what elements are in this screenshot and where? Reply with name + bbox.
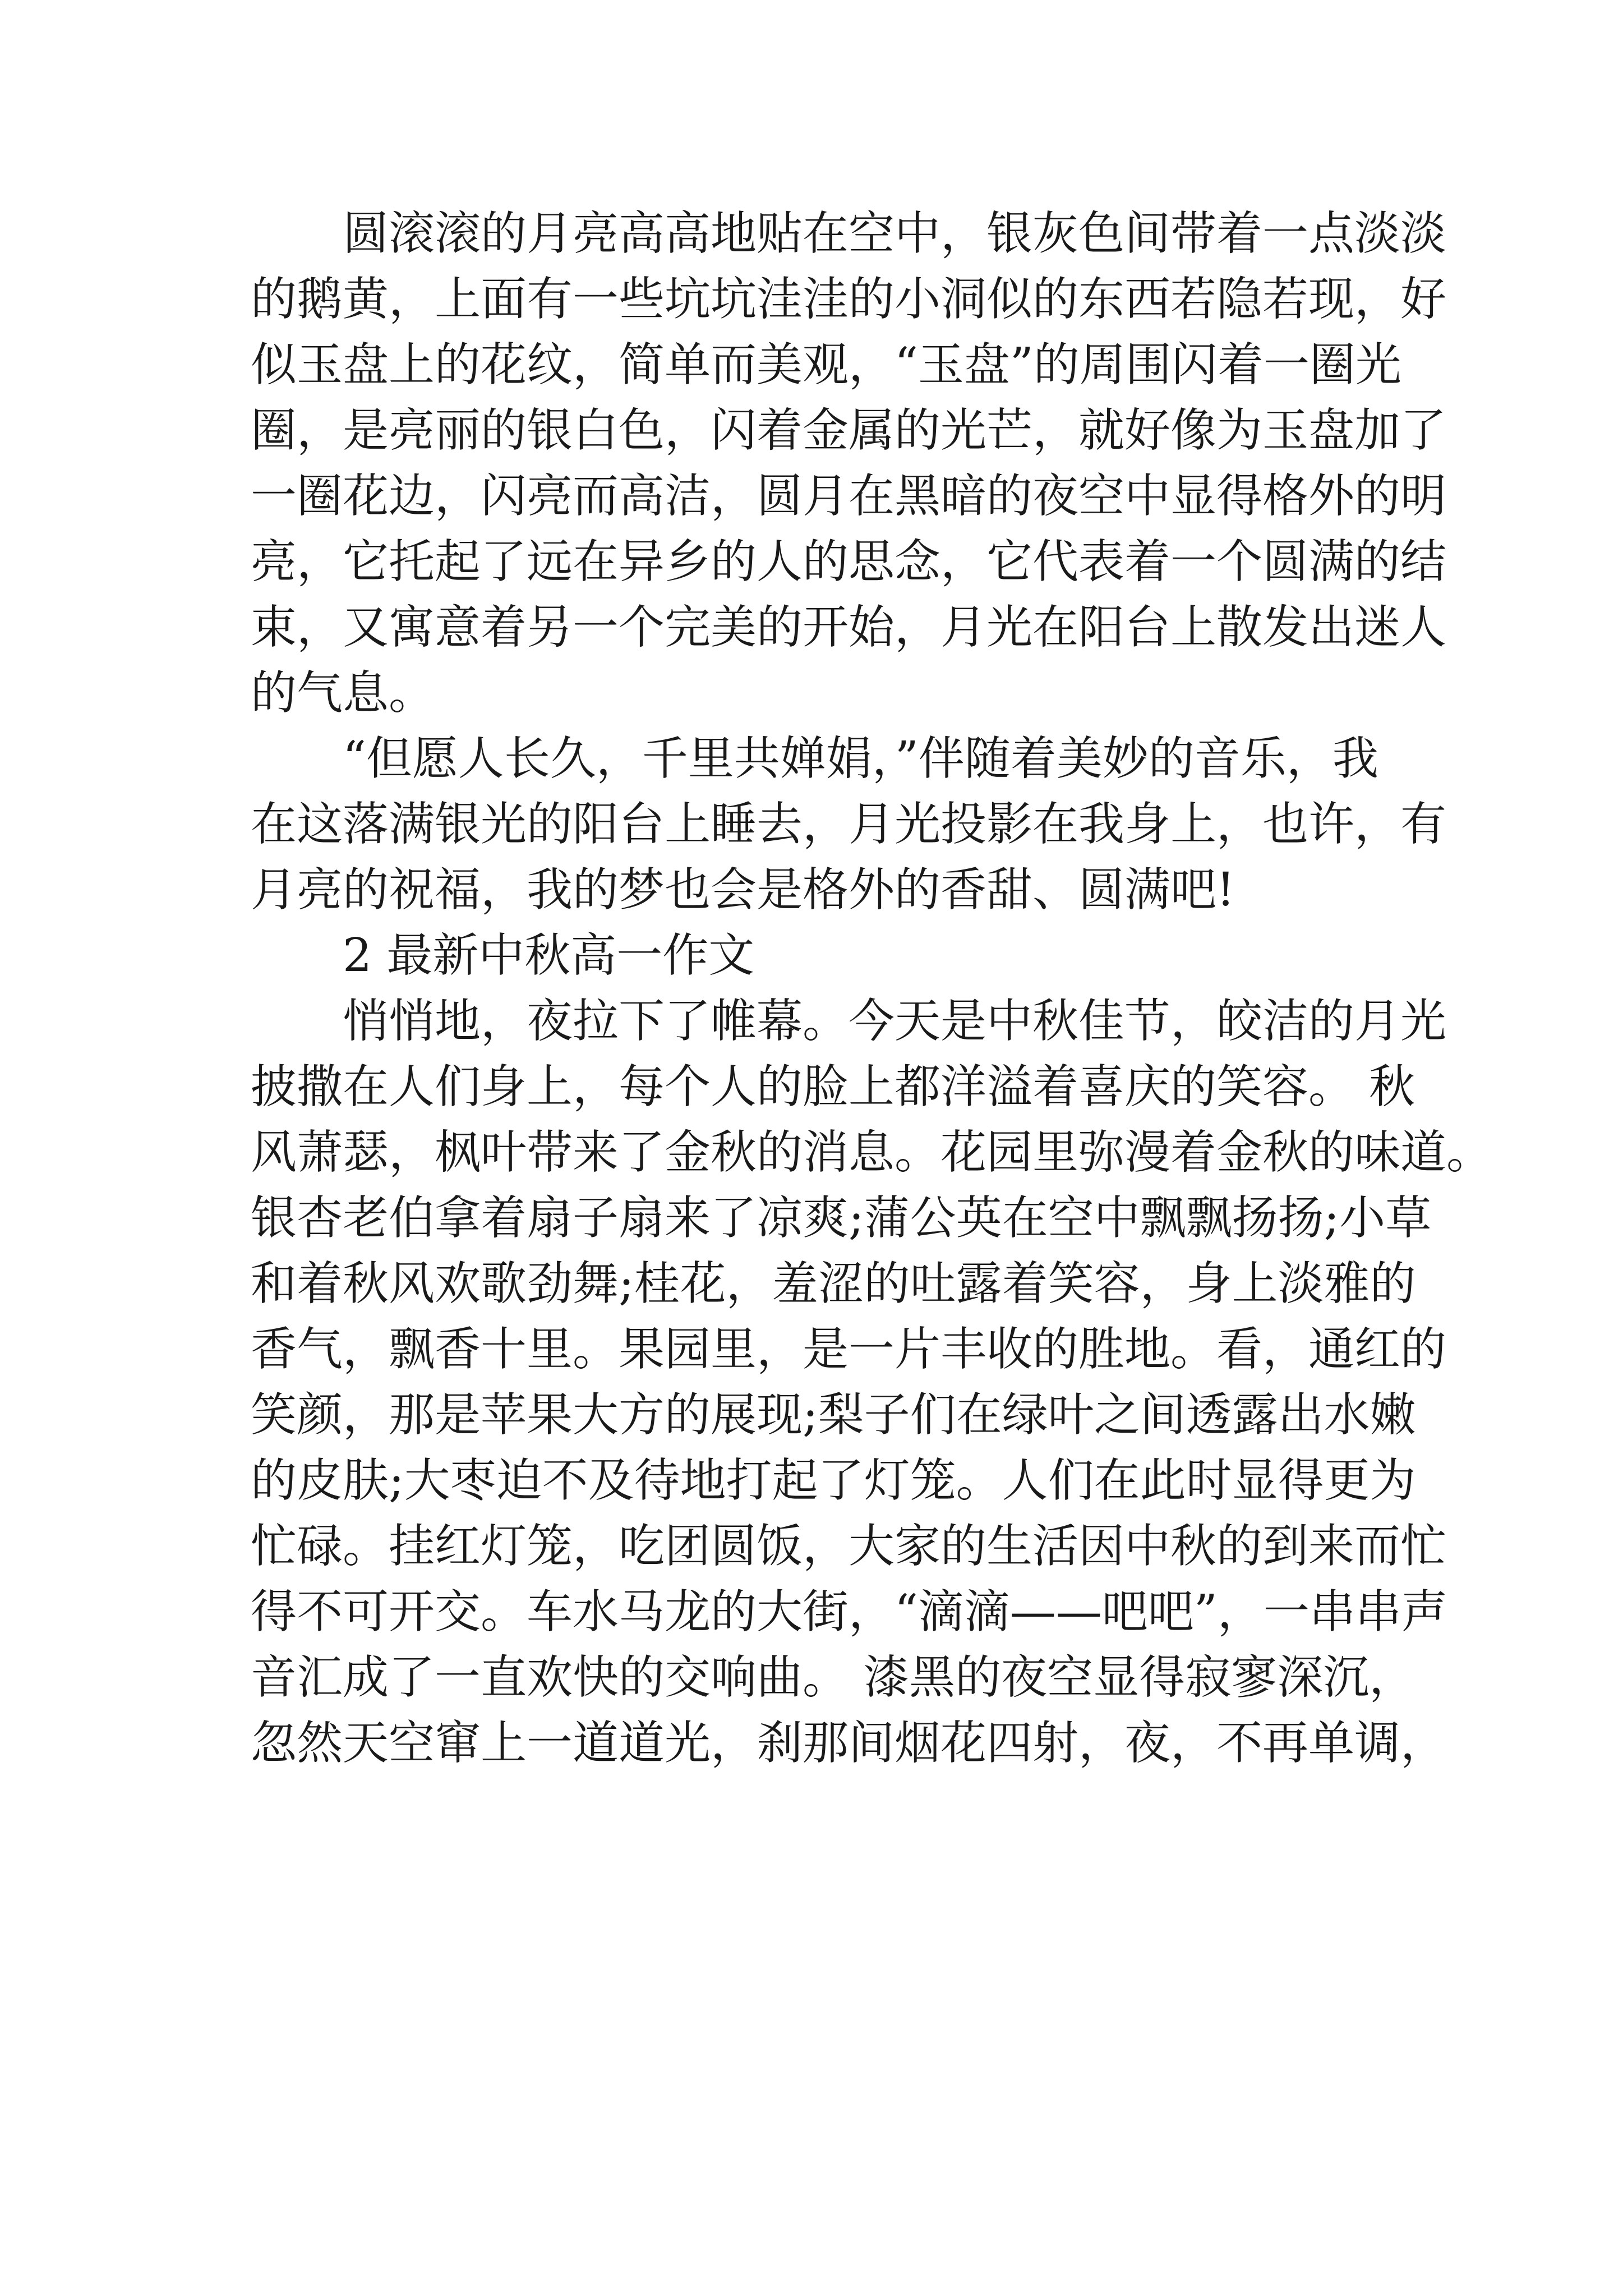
paragraph-3-line: 银杏老伯拿着扇子扇来了凉爽;蒲公英在空中飘飘扬扬;小草 xyxy=(251,1191,1432,1245)
paragraph-2-line: 月亮的祝福，我的梦也会是格外的香甜、圆满吧! xyxy=(251,863,1235,917)
paragraph-3-line: 笑颜，那是苹果大方的展现;梨子们在绿叶之间透露出水嫩 xyxy=(251,1388,1416,1442)
paragraph-3-line: 披撒在人们身上，每个人的脸上都洋溢着喜庆的笑容。 秋 xyxy=(251,1060,1415,1114)
paragraph-3-line: 忙碌。挂红灯笼，吃团圆饭，大家的生活因中秋的到来而忙 xyxy=(251,1520,1447,1573)
paragraph-1-line: 束，又寓意着另一个完美的开始，月光在阳台上散发出迷人 xyxy=(251,601,1447,654)
paragraph-3-line: 香气，飘香十里。果园里，是一片丰收的胜地。看，通红的 xyxy=(251,1323,1447,1376)
paragraph-1-line: 圈，是亮丽的银白色，闪着金属的光芒，就好像为玉盘加了 xyxy=(251,404,1447,457)
paragraph-1-line: 亮，它托起了远在异乡的人的思念，它代表着一个圆满的结 xyxy=(251,535,1447,588)
paragraph-1-line: 一圈花边，闪亮而高洁，圆月在黑暗的夜空中显得格外的明 xyxy=(251,470,1447,523)
paragraph-1-line: 圆滚滚的月亮高高地贴在空中，银灰色间带着一点淡淡 xyxy=(343,207,1447,260)
paragraph-3-line: 忽然天空窜上一道道光，刹那间烟花四射，夜，不再单调， xyxy=(251,1717,1447,1770)
paragraph-2-line: “但愿人长久，千里共婵娟，”伴随着美妙的音乐，我 xyxy=(343,732,1378,785)
paragraph-1-line: 似玉盘上的花纹，简单而美观，“玉盘”的周围闪着一圈光 xyxy=(251,338,1401,392)
paragraph-2-line: 在这落满银光的阳台上睡去，月光投影在我身上，也许，有 xyxy=(251,798,1447,851)
paragraph-3-line: 的皮肤;大枣迫不及待地打起了灯笼。人们在此时显得更为 xyxy=(251,1454,1416,1507)
paragraph-3-line: 音汇成了一直欢快的交响曲。 漆黑的夜空显得寂寥深沉， xyxy=(251,1651,1415,1704)
essay-text xyxy=(251,201,1493,1776)
paragraph-3-line: 风萧瑟，枫叶带来了金秋的消息。花园里弥漫着金秋的味道。 xyxy=(251,1126,1493,1179)
paragraph-3-line: 悄悄地，夜拉下了帷幕。今天是中秋佳节，皎洁的月光 xyxy=(343,995,1447,1048)
section-heading: 2 最新中秋高一作文 xyxy=(343,929,755,982)
paragraph-1-line: 的鹅黄，上面有一些坑坑洼洼的小洞似的东西若隐若现，好 xyxy=(251,273,1447,326)
paragraph-3-line: 得不可开交。车水马龙的大街，“滴滴——吧吧”，一串串声 xyxy=(251,1585,1447,1639)
paragraph-1-line: 的气息。 xyxy=(251,666,435,720)
paragraph-3-line: 和着秋风欢歌劲舞;桂花，羞涩的吐露着笑容，身上淡雅的 xyxy=(251,1257,1416,1310)
